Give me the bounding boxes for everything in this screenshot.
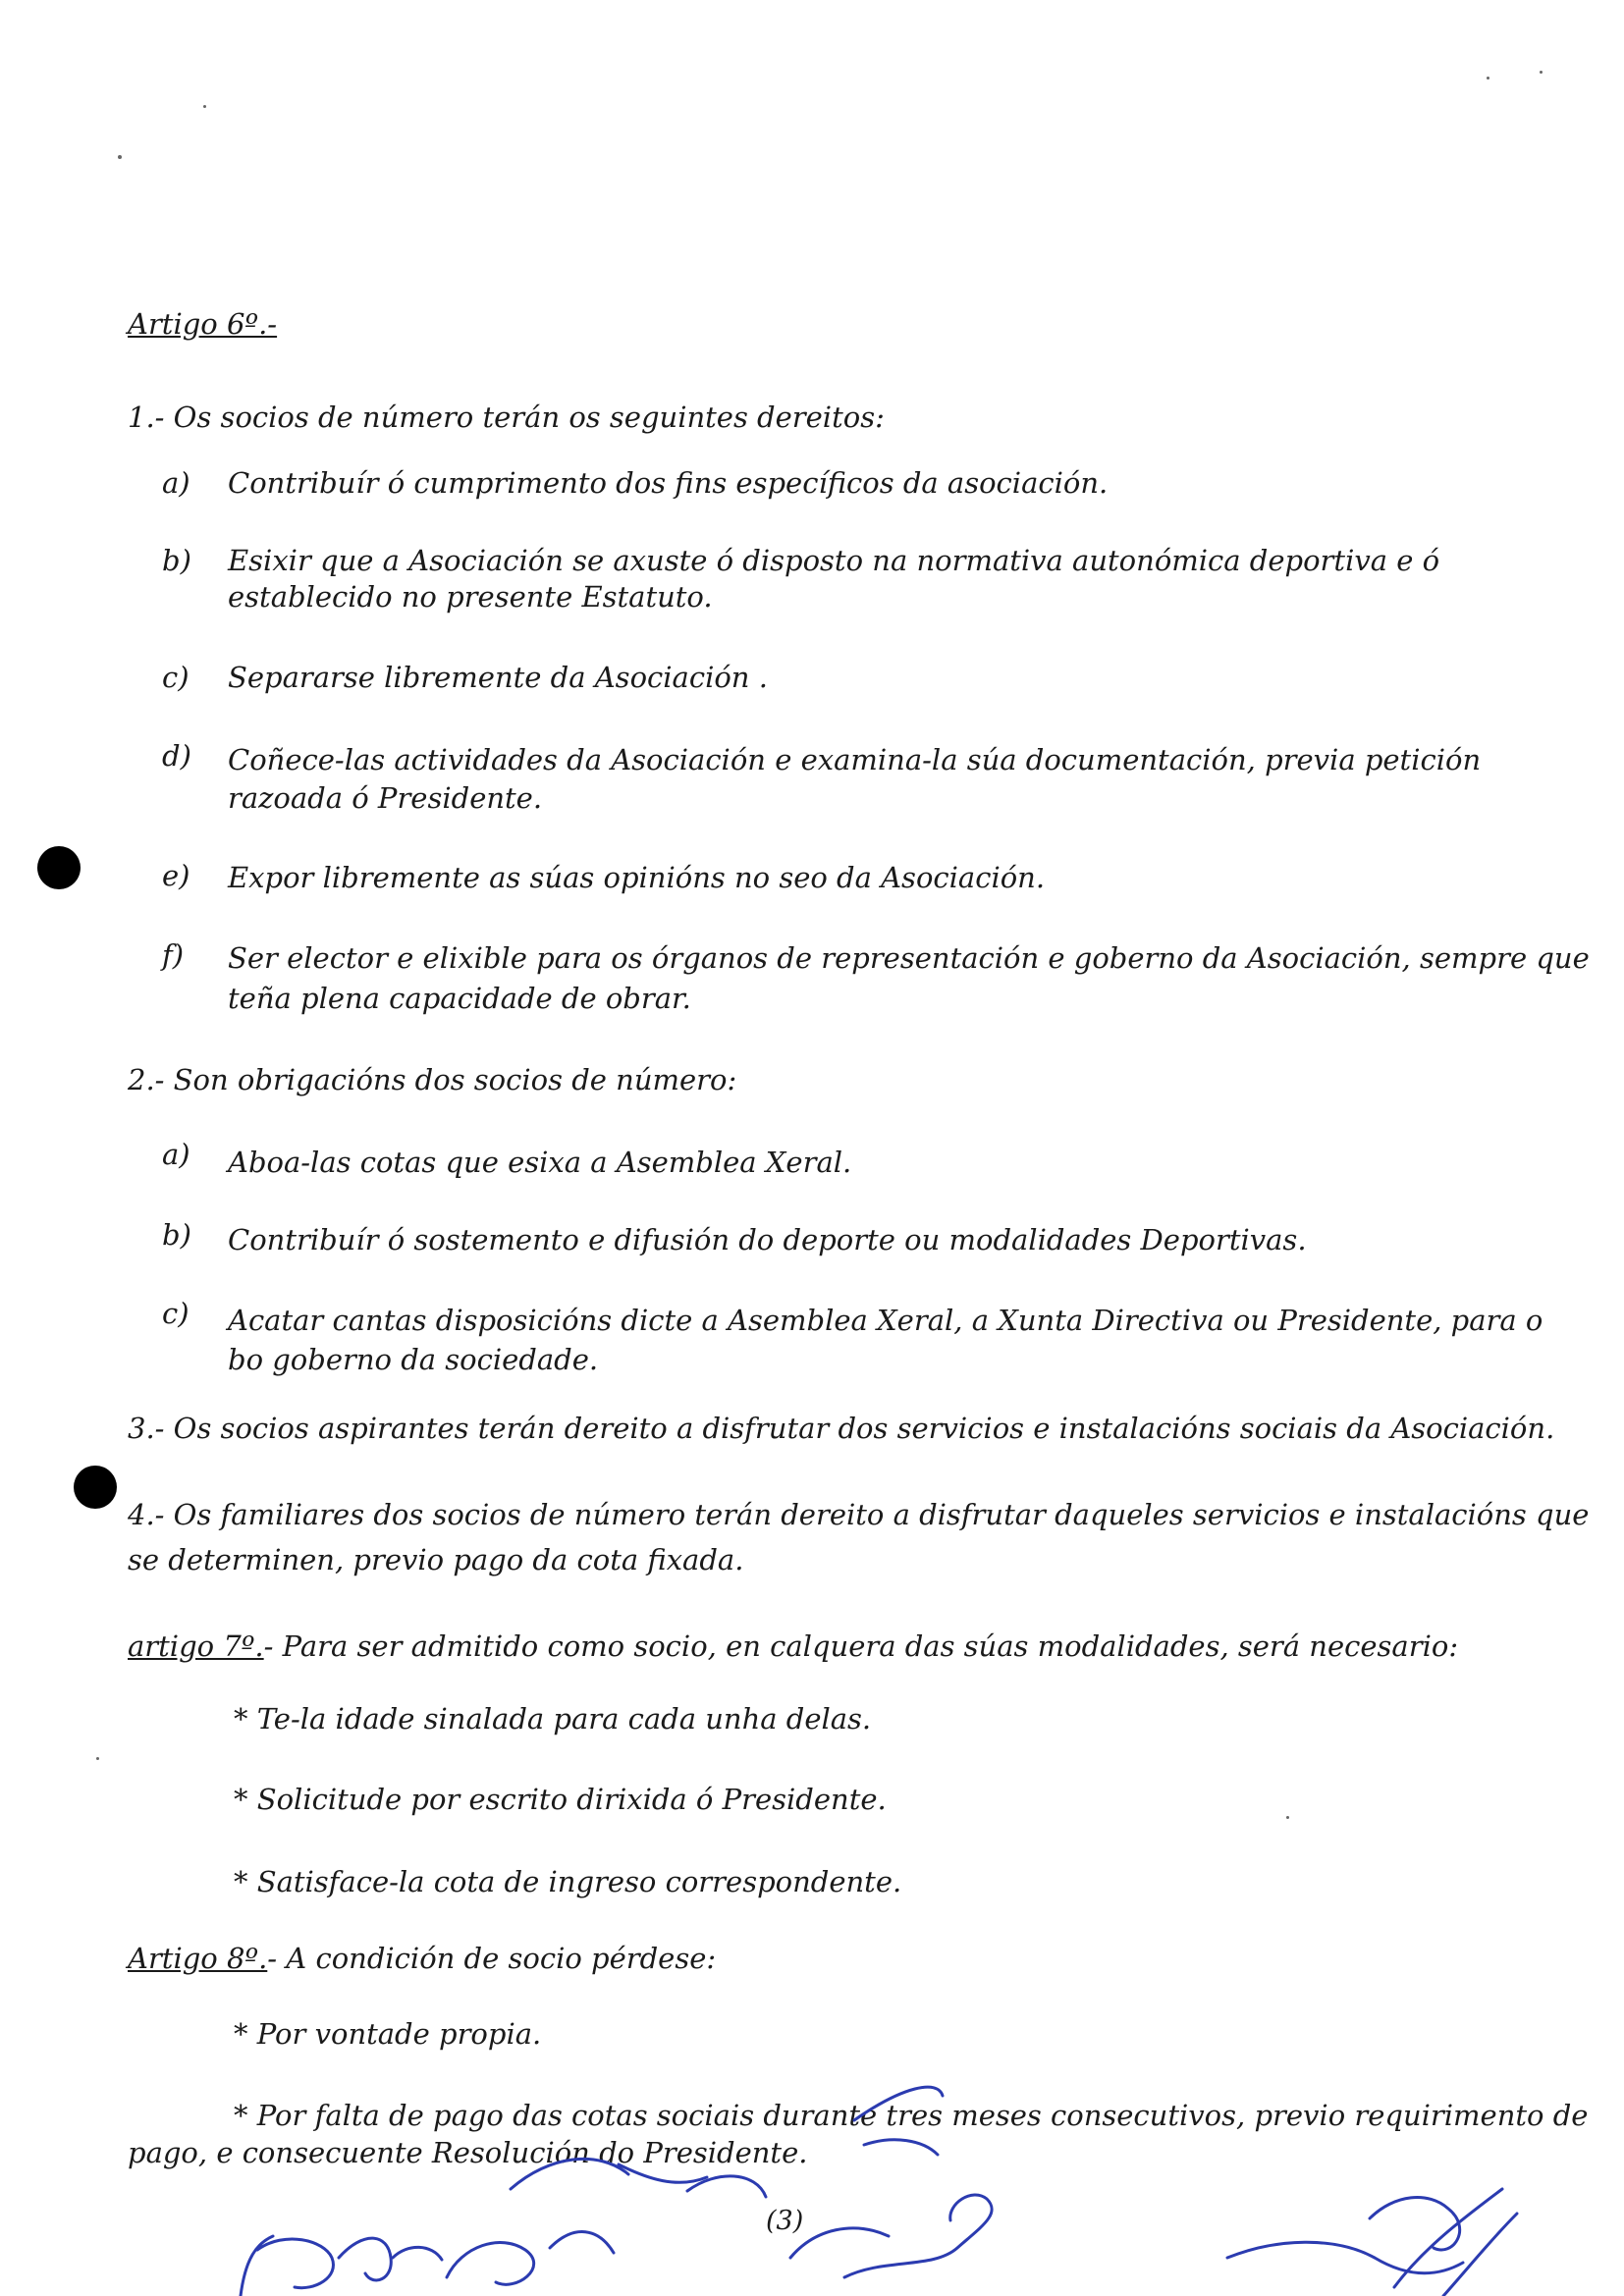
article7-heading: artigo 7º. xyxy=(128,1629,264,1663)
item-label: c) xyxy=(162,661,189,694)
item-label: a) xyxy=(162,466,190,500)
right-e-text: Expor libremente as súas opinións no seo da Asociación. xyxy=(228,861,1046,894)
item-label: b) xyxy=(162,544,191,577)
right-f-line1: Ser elector e elixible para os órganos de representación e goberno da Asociación, sempre que xyxy=(228,941,1590,975)
section1-intro: 1.- Os socios de número terán os seguintes dereitos: xyxy=(128,400,885,434)
signature-4 xyxy=(1227,2189,1517,2296)
obligation-b-text: Contribuír ó sostemento e difusión do deporte ou modalidades Deportivas. xyxy=(228,1223,1307,1256)
section2-intro: 2.- Son obrigacións dos socios de número: xyxy=(128,1063,737,1096)
article7-item: * Solicitude por escrito dirixida ó Presidente. xyxy=(234,1783,887,1816)
item-label: b) xyxy=(162,1218,191,1252)
section4-line1: 4.- Os familiares dos socios de número terán dereito a disfrutar daqueles servicios e instalacións que xyxy=(128,1498,1590,1531)
right-d-line1: Coñece-las actividades da Asociación e examina-la súa documentación, previa petición xyxy=(228,743,1482,776)
item-label: f) xyxy=(162,938,185,972)
item-label: e) xyxy=(162,859,190,892)
right-b-line1: Esixir que a Asociación se axuste ó disposto na normativa autonómica deportiva e ó xyxy=(228,544,1440,577)
obligation-c-line2: bo goberno da sociedade. xyxy=(228,1343,599,1376)
right-f-line2: teña plena capacidade de obrar. xyxy=(228,982,691,1015)
obligation-a-text: Aboa-las cotas que esixa a Asemblea Xeral. xyxy=(228,1146,852,1179)
right-b-line2: establecido no presente Estatuto. xyxy=(228,580,713,614)
item-label: c) xyxy=(162,1297,189,1330)
item-label: d) xyxy=(162,739,191,773)
article8-item: * Por falta de pago das cotas sociais durante tres meses consecutivos, previo requirimento de xyxy=(234,2099,1589,2132)
signature-3 xyxy=(790,2087,992,2277)
right-c-text: Separarse libremente da Asociación . xyxy=(228,661,768,694)
right-a-text: Contribuír ó cumprimento dos fins específicos da asociación. xyxy=(228,466,1109,500)
article7-item: * Satisface-la cota de ingreso correspondente. xyxy=(234,1865,902,1898)
section4-line2: se determinen, previo pago da cota fixada. xyxy=(128,1543,744,1576)
article8-continuation: pago, e consecuente Resolución do Presidente. xyxy=(128,2136,808,2169)
page-number: (3) xyxy=(766,2206,804,2236)
signature-2 xyxy=(447,2159,766,2284)
article8-text: - A condición de socio pérdese: xyxy=(267,1942,717,1975)
article8-item: * Por vontade propia. xyxy=(234,2017,542,2051)
obligation-c-line1: Acatar cantas disposicións dicte a Asemblea Xeral, a Xunta Directiva ou Presidente, para o xyxy=(228,1304,1543,1337)
article7-text: - Para ser admitido como socio, en calquera das súas modalidades, será necesario: xyxy=(263,1629,1459,1663)
section3-text: 3.- Os socios aspirantes terán dereito a disfrutar dos servicios e instalacións sociais da Asociación. xyxy=(128,1412,1555,1445)
signature-1 xyxy=(241,2236,442,2296)
item-label: a) xyxy=(162,1138,190,1171)
article6-heading: Artigo 6º.- xyxy=(128,307,278,341)
article7-item: * Te-la idade sinalada para cada unha delas. xyxy=(234,1702,872,1735)
right-d-line2: razoada ó Presidente. xyxy=(228,781,543,815)
article8-heading: Artigo 8º. xyxy=(128,1942,268,1975)
